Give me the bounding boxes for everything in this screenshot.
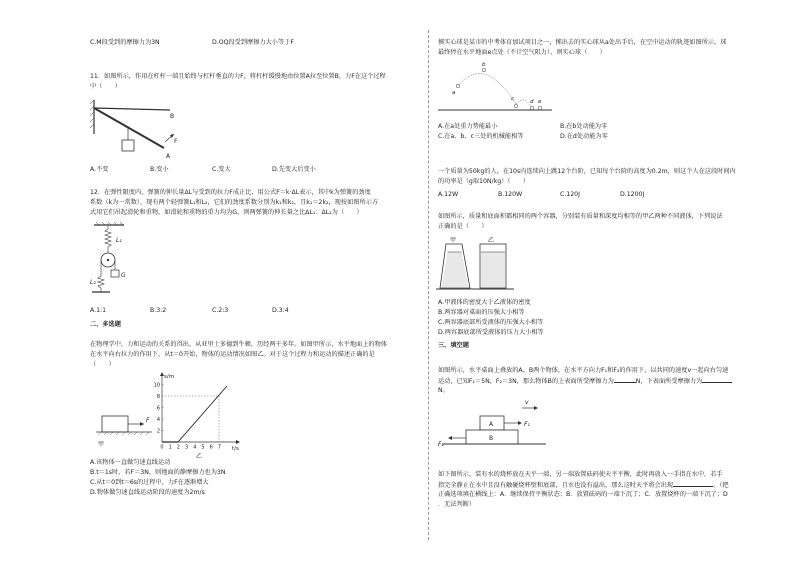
x-axis-unit: t/s: [232, 446, 239, 452]
q14-option-a: A.在a处重力势能最小: [438, 123, 498, 130]
q17-stem-line3: N。: [438, 387, 449, 394]
x-tick-label: 3: [185, 444, 189, 451]
q12-option-c: C.2:3: [212, 307, 229, 314]
q14-label-c: c: [511, 96, 515, 102]
x-tick-label: 4: [193, 444, 197, 451]
q16-stem-line2: 正确的是（ ）: [438, 223, 488, 230]
q12-label-g: G: [121, 272, 126, 279]
q17-stem-line2-part2: N，下表面所受摩擦力为: [635, 378, 703, 385]
q15-stem-line1: 一个质量为50kg的人，在10s内连续向上跳12个台阶，已知每个台阶的高度为0.2m，则这个人在这段时间内: [438, 168, 736, 175]
q13-stem-line1: 在物理学中，力和运动的关系的得出，从亚里士多德到牛顿，历经两千多年。如图甲所示，水平地面上的物体: [90, 341, 387, 348]
q14-option-b: B.在b处动能为零: [560, 123, 608, 130]
q14-option-d: D.在d处动能为零: [560, 133, 608, 140]
q11-stem-line2: 中（ ）: [90, 83, 121, 90]
y-tick-label: 10: [153, 382, 160, 389]
q13-caption-jia: 甲: [98, 441, 105, 448]
q14-label-b: b: [482, 62, 486, 68]
q11-label-a: A: [166, 153, 171, 160]
q13-option-c: C.从t＝0到t＝6s的过程中，力F在逐渐增大: [90, 479, 209, 486]
q12-stem-line1: 12．在弹性限度内，弹簧的伸长量ΔL与受到的拉力F成正比，用公式F＝k·ΔL表示，其中k为弹簧的劲度: [90, 189, 371, 196]
q18-stem-line3: 正确选项填在横线上：A．继续保持平衡状态；B．放置砝码的一端下沉了；C．放置烧杯的一端下沉了；D: [438, 491, 728, 498]
q17-label-b: B: [489, 435, 494, 442]
q15-stem-line2: 的功率是（g取10N/kg）（ ）: [438, 178, 529, 185]
q17-label-f1: F₁: [524, 421, 530, 428]
q16-label-jia: 甲: [450, 237, 457, 244]
q13-option-d: D.物体做匀速直线运动阶段的速度为2m/s: [90, 489, 205, 496]
q13-stem-line3: （ ）: [90, 361, 115, 368]
q10-option-c: C.M段受到的摩擦力为3N: [90, 39, 160, 46]
q18-stem-line2-end: 。（把: [713, 482, 729, 489]
q17-answer-blank-2[interactable]: [702, 376, 732, 383]
x-tick-label: 5: [201, 444, 205, 451]
q16-option-d: D.两容器底部所受液体的压力大小相等: [438, 329, 544, 336]
q18-stem-line2-text: 指完全静止在水中且没有触碰烧杯壁和底部，且水也没有溢出，那么这时天平将会出现: [438, 482, 674, 489]
q10-option-d: D.OQ段受到摩擦力大小等于F: [212, 39, 294, 46]
q17-stem-line2: [438, 376, 732, 386]
q16-option-a: A.甲液体的密度大于乙液体的密度: [438, 299, 531, 306]
q15-option-b: B.120W: [498, 191, 523, 198]
q11-label-b: B: [170, 113, 175, 120]
q14-trajectory-figure: [436, 60, 556, 120]
q11-option-c: C.变大: [212, 166, 231, 173]
q11-stem-line1: 11．如图所示，作用在杠杆一端且始终与杠杆垂直的力F，将杠杆缓慢地由位置A拉至位置B，力F在这个过程: [90, 73, 386, 80]
q18-stem-line1: 如下图所示，装有水的烧杯放在天平一端，另一端放置砝码使天平平衡，此时再放入一手指在水中，若手: [438, 471, 723, 478]
q18-stem-line2: [438, 480, 729, 490]
q12-stem-line3: 式用它们吊起滑轮和重物，如滑轮和重物的重力均为G，则两弹簧的伸长量之比ΔL₁：ΔL₂为（ ）: [90, 209, 363, 216]
q14-stem-line2: 最终停在水平地面e点处（不计空气阻力），则实心球（ ）: [438, 49, 606, 56]
q14-stem-line1: 掷实心球是某市的中考体育加试项目之一，掷出去的实心球从a处出手后，在空中运动的轨迹如图所示，球: [438, 39, 727, 46]
q14-option-c: C.在a、b、c三处的机械能相等: [438, 133, 524, 140]
section-fill-in: 三、填空题: [438, 342, 469, 349]
q17-blocks-figure: [436, 394, 566, 456]
q12-option-d: D.3:4: [272, 307, 289, 314]
y-tick-label: 6: [156, 405, 160, 412]
st-motion-segment: [178, 386, 227, 442]
q12-label-l2: L₂: [90, 279, 96, 286]
q17-stem-line1: 如图所示，水平桌面上叠放的A、B两个物体，在水平方向力F₁和F₂的作用下，以共同的速度v一起向右匀速: [438, 367, 729, 374]
q17-label-f2: F₂: [438, 441, 444, 448]
x-tick-label: 0: [160, 444, 164, 451]
q12-stem-line2: 系数（k为一常数），现有两个轻弹簧L₁和L₂，它们的劲度系数分别为k₁和k₂，且k₁＝2k₂，现按如图所示方: [90, 199, 379, 206]
x-tick-label: 6: [209, 444, 213, 451]
q16-containers-figure: [436, 234, 516, 294]
q13-option-a: A.该物体一直做匀速直线运动: [90, 459, 171, 466]
q11-option-a: A.不变: [90, 166, 109, 173]
q13-st-graph: [150, 370, 245, 460]
q15-option-a: A.12W: [438, 191, 459, 198]
q11-lever-figure: [88, 96, 198, 166]
q14-label-e: e: [538, 99, 542, 105]
q16-stem-line1: 如图所示，质量和底面积都相同的两个容器，分别装有质量和深度均相等的甲乙两种不同液体，下列说法: [438, 213, 723, 220]
q13-label-f: F: [146, 417, 150, 424]
q11-label-f: F: [174, 138, 178, 145]
q18-answer-blank[interactable]: [673, 480, 713, 487]
q15-option-c: C.120J: [560, 191, 580, 198]
q13-stem-line2: 在水平向右拉力的作用下，从t＝0开始，物体的运动情况如图乙。对于这个过程力和运动的描述正确的是: [90, 351, 375, 358]
x-tick-label: 2: [176, 444, 180, 451]
q14-label-a: a: [452, 90, 456, 96]
section-multiple-choice: 二、多选题: [90, 321, 121, 328]
q18-stem-line4: ．无法判断）: [438, 501, 476, 508]
q15-option-d: D.1200J: [620, 191, 645, 198]
q17-label-a: A: [489, 421, 494, 428]
q16-label-yi: 乙: [488, 237, 495, 244]
q12-option-b: B.3:2: [150, 307, 167, 314]
q13-option-b: B.t＝1s时，若F＝3N，则地面的静摩擦力也为3N: [90, 469, 226, 476]
q16-option-b: B.两容器对桌面的压强大小相等: [438, 309, 525, 316]
q17-answer-blank-1[interactable]: [614, 376, 636, 383]
y-axis-unit: s/m: [164, 374, 175, 380]
column-divider: [428, 30, 429, 540]
q14-label-d: d: [530, 99, 534, 105]
q11-option-b: B.变小: [150, 166, 169, 173]
x-tick-label: 7: [217, 444, 221, 451]
q12-spring-pulley-figure: [88, 222, 148, 297]
q12-label-l1: L₁: [116, 237, 122, 244]
y-tick-label: 2: [156, 428, 160, 435]
q16-option-c: C.两容器底部所受液体的压强大小相等: [438, 319, 544, 326]
y-tick-label: 8: [156, 393, 160, 400]
q17-stem-line2-part1: 运动，已知F₁＝5N，F₂＝3N，那么物体B的上表面所受摩擦力为: [438, 378, 614, 385]
x-tick-label: 1: [168, 444, 172, 451]
q12-option-a: A.1:1: [90, 307, 107, 314]
q17-label-v: v: [525, 399, 529, 406]
q11-option-d: D.先变大后变小: [272, 166, 316, 173]
q13-caption-yi: 乙: [196, 453, 203, 460]
y-tick-label: 4: [156, 416, 160, 423]
